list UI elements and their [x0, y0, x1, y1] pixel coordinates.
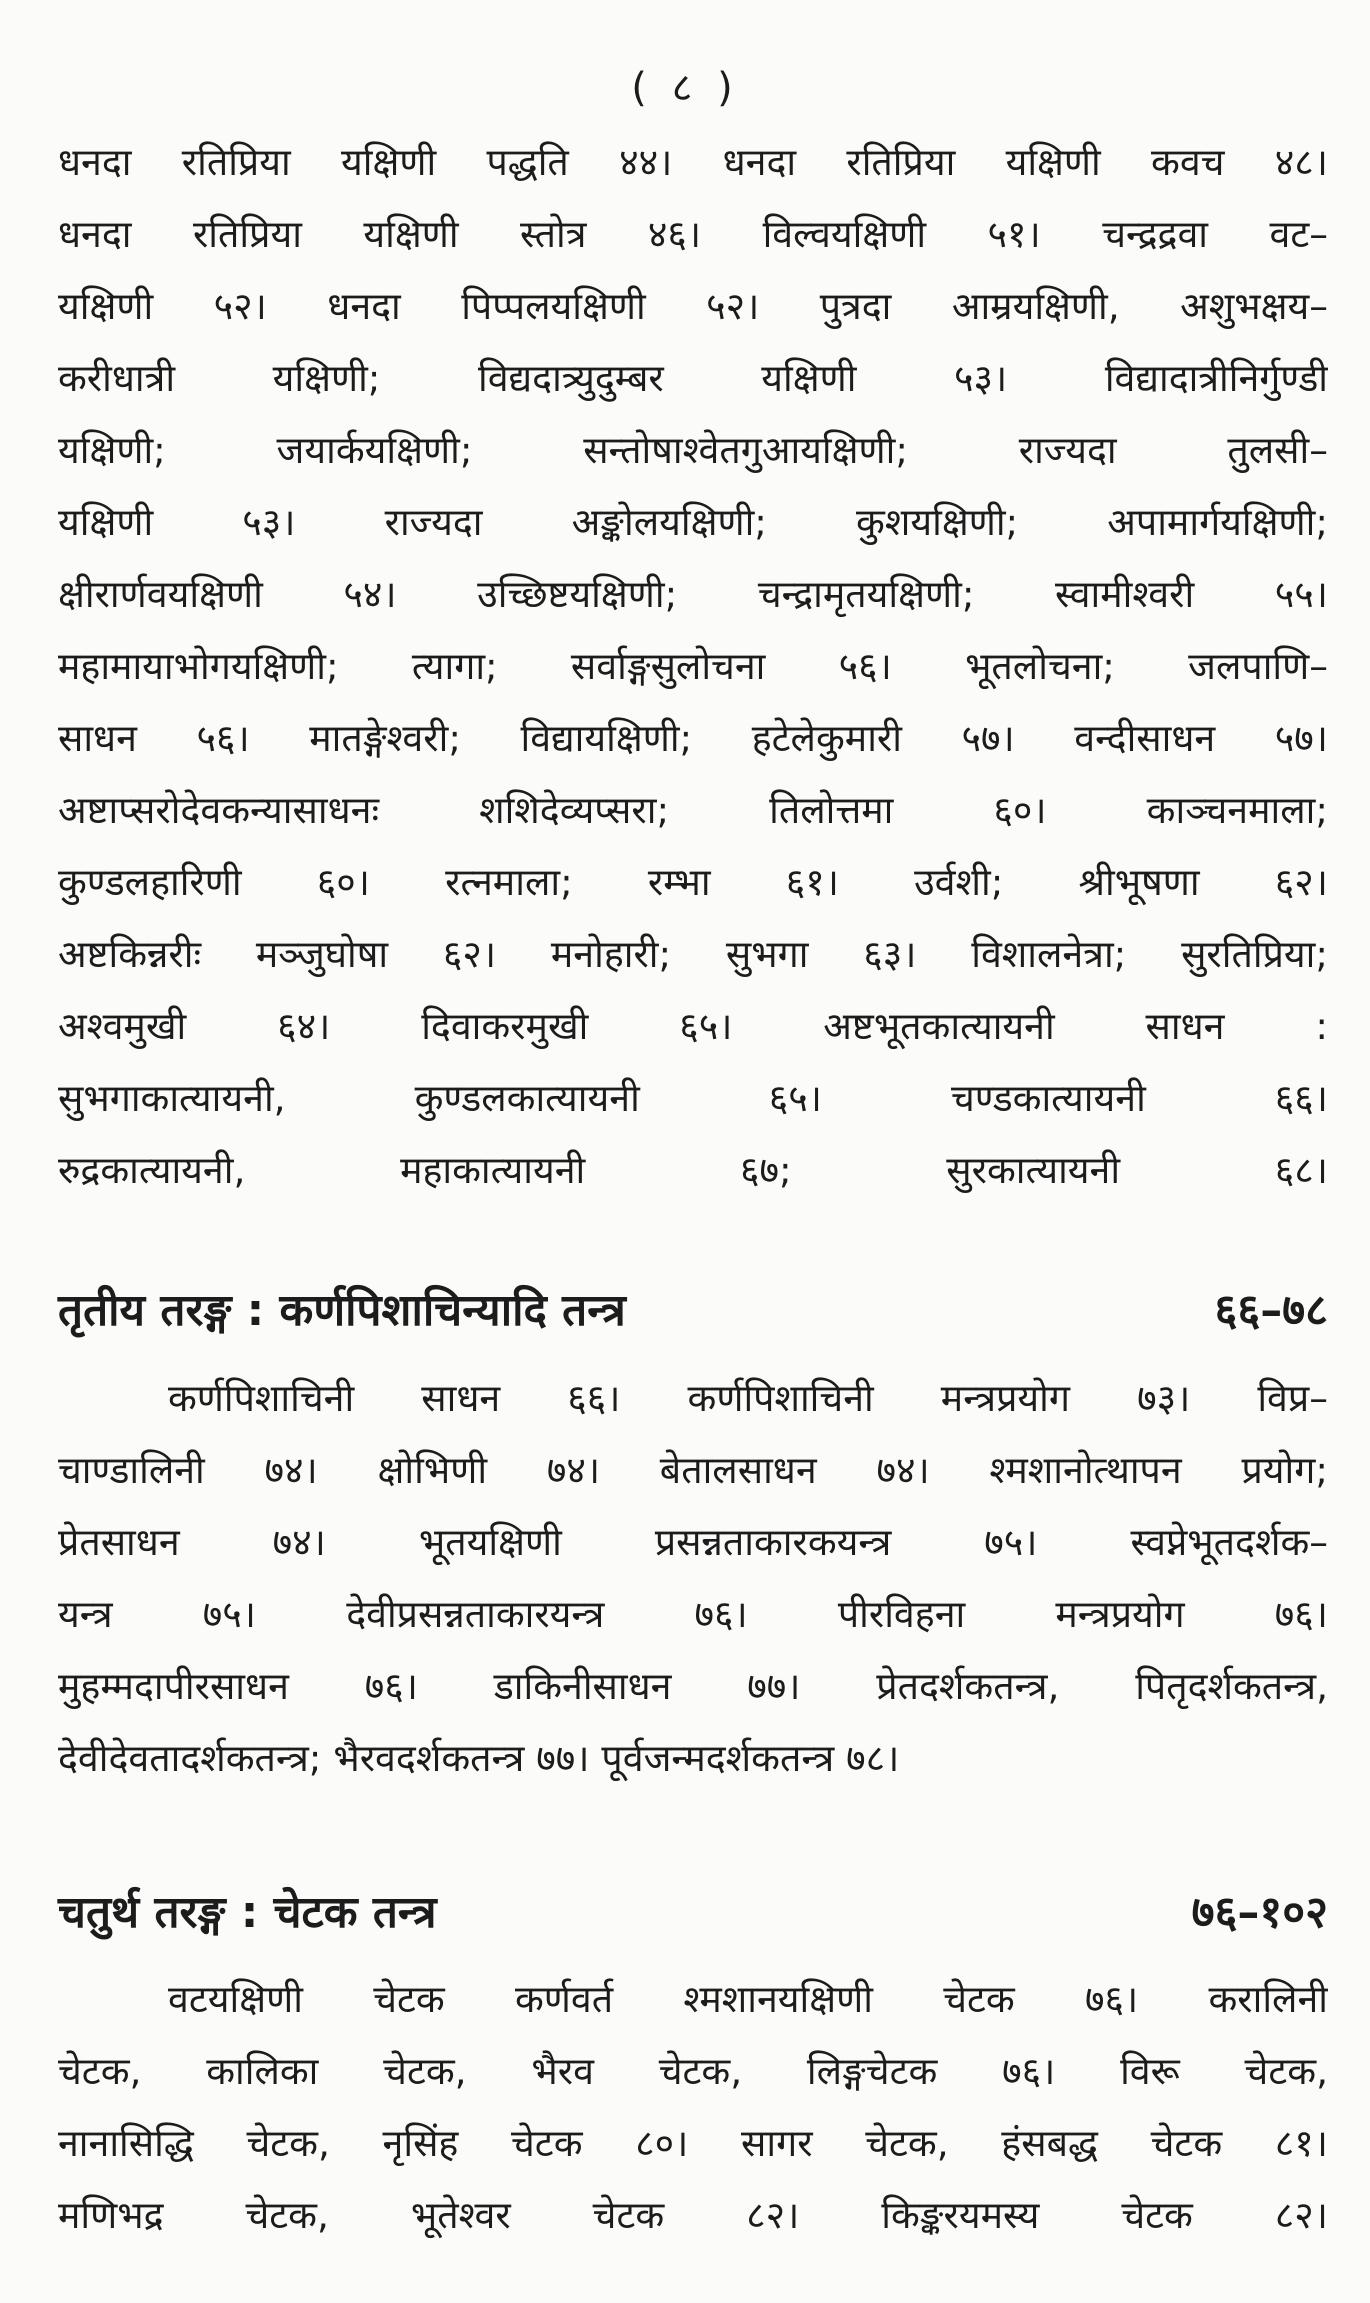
text-line: वटयक्षिणी चेटक कर्णवर्त श्मशानयक्षिणी चेटक ७६। करालिनी	[168, 1977, 1328, 2021]
page-number: ( ८ )	[631, 65, 739, 111]
section-4-entries	[58, 1963, 1328, 2251]
text-line: सुभगाकात्यायनी, कुण्डलकात्यायनी ६५। चण्डकात्यायनी ६६।	[58, 1076, 1328, 1120]
section-3-entries	[58, 1362, 1328, 1794]
text-line: कर्णपिशाचिनी साधन ६६। कर्णपिशाचिनी मन्त्रप्रयोग ७३। विप्र–	[168, 1376, 1328, 1420]
text-line: महामायाभोगयक्षिणी; त्यागा; सर्वाङ्गसुलोचना ५६। भूतलोचना; जलपाणि–	[58, 644, 1328, 688]
text-line: चेटक, कालिका चेटक, भैरव चेटक, लिङ्गचेटक ७६। विरू चेटक,	[58, 2049, 1328, 2093]
section-heading-4	[58, 1880, 1328, 1940]
text-line: धनदा रतिप्रिया यक्षिणी पद्धति ४४। धनदा रतिप्रिया यक्षिणी कवच ४८।	[58, 140, 1328, 184]
text-line: मुहम्मदापीरसाधन ७६। डाकिनीसाधन ७७। प्रेतदर्शकतन्त्र, पितृदर्शकतन्त्र,	[58, 1664, 1328, 1708]
text-line: मणिभद्र चेटक, भूतेश्वर चेटक ८२। किङ्करयमस्य चेटक ८२।	[58, 2193, 1328, 2237]
page-range: ६६–७८	[1214, 1285, 1328, 1336]
text-line: क्षीरार्णवयक्षिणी ५४। उच्छिष्टयक्षिणी; चन्द्रामृतयक्षिणी; स्वामीश्वरी ५५।	[58, 572, 1328, 616]
text-line: धनदा रतिप्रिया यक्षिणी स्तोत्र ४६। विल्वयक्षिणी ५१। चन्द्रद्रवा वट–	[58, 212, 1328, 256]
text-line: नानासिद्धि चेटक, नृसिंह चेटक ८०। सागर चेटक, हंसबद्ध चेटक ८१।	[58, 2121, 1328, 2165]
section-title: चतुर्थ तरङ्ग : चेटक तन्त्र	[58, 1887, 437, 1938]
text-line: कुण्डलहारिणी ६०। रत्नमाला; रम्भा ६१। उर्वशी; श्रीभूषणा ६२।	[58, 860, 1328, 904]
text-line: देवीदेवतादर्शकतन्त्र; भैरवदर्शकतन्त्र ७७। पूर्वजन्मदर्शकतन्त्र ७८।	[58, 1736, 900, 1780]
text-line: यक्षिणी; जयार्कयक्षिणी; सन्तोषाश्वेतगुआयक्षिणी; राज्यदा तुलसी–	[58, 428, 1328, 472]
text-line: चाण्डालिनी ७४। क्षोभिणी ७४। बेतालसाधन ७४। श्मशानोत्थापन प्रयोग;	[58, 1448, 1328, 1492]
section-2-entries	[58, 126, 1328, 1206]
text-line: अष्टाप्सरोदेवकन्यासाधनः शशिदेव्यप्सरा; तिलोत्तमा ६०। काञ्चनमाला;	[58, 788, 1328, 832]
text-line: अष्टकिन्नरीः मञ्जुघोषा ६२। मनोहारी; सुभगा ६३। विशालनेत्रा; सुरतिप्रिया;	[58, 932, 1328, 976]
text-line: प्रेतसाधन ७४। भूतयक्षिणी प्रसन्नताकारकयन्त्र ७५। स्वप्नेभूतदर्शक–	[58, 1520, 1328, 1564]
text-line: अश्वमुखी ६४। दिवाकरमुखी ६५। अष्टभूतकात्यायनी साधन :	[58, 1004, 1328, 1048]
text-line: यक्षिणी ५३। राज्यदा अङ्कोलयक्षिणी; कुशयक्षिणी; अपामार्गयक्षिणी;	[58, 500, 1328, 544]
text-line: रुद्रकात्यायनी, महाकात्यायनी ६७; सुरकात्यायनी ६८।	[58, 1148, 1328, 1192]
text-line: यक्षिणी ५२। धनदा पिप्पलयक्षिणी ५२। पुत्रदा आम्रयक्षिणी, अशुभक्षय–	[58, 284, 1328, 328]
text-line: यन्त्र ७५। देवीप्रसन्नताकारयन्त्र ७६। पीरविहना मन्त्रप्रयोग ७६।	[58, 1592, 1328, 1636]
text-line: करीधात्री यक्षिणी; विद्यदात्र्युदुम्बर यक्षिणी ५३। विद्यादात्रीनिर्गुण्डी	[58, 356, 1328, 400]
page-range: ७६–१०२	[1191, 1887, 1328, 1938]
section-heading-3	[58, 1278, 1328, 1338]
text-line: साधन ५६। मातङ्गेश्वरी; विद्यायक्षिणी; हटेलेकुमारी ५७। वन्दीसाधन ५७।	[58, 716, 1328, 760]
section-title: तृतीय तरङ्ग : कर्णपिशाचिन्यादि तन्त्र	[58, 1285, 626, 1336]
